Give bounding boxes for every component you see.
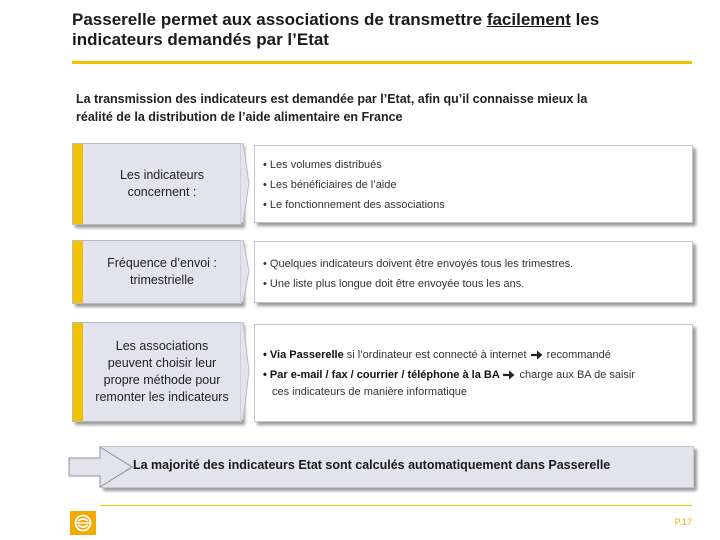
title-line-1: Passerelle permet aux associations de transmettre facilement les xyxy=(72,10,600,29)
title-line-2: indicateurs demandés par l’Etat xyxy=(72,30,329,49)
page-title xyxy=(72,10,692,50)
row3-method-manual: • Par e-mail / fax / courrier / téléphone à la BA charge aux BA de saisir xyxy=(263,369,636,381)
row3-content-box xyxy=(254,324,693,422)
arrow-right-icon xyxy=(530,349,544,361)
row2-bullet: • Quelques indicateurs doivent être envoyés tous les trimestres. xyxy=(263,258,574,270)
row2-accent-bar xyxy=(73,241,83,303)
row3-method-passerelle: • Via Passerelle si l’ordinateur est connecté à internet recommandé xyxy=(263,349,611,361)
row2-content-box xyxy=(254,241,693,303)
row1-bullet: • Le fonctionnement des associations xyxy=(263,199,445,211)
row1-bullet: • Les volumes distribués xyxy=(263,159,382,171)
page-number: P.17 xyxy=(674,517,692,527)
title-emphasis: facilement xyxy=(486,10,571,29)
arrow-right-icon xyxy=(502,369,516,381)
title-divider xyxy=(72,61,692,64)
logo-icon xyxy=(70,511,96,535)
row3-label-box: Les associations peuvent choisir leur propre méthode pour remonter les indicateurs xyxy=(72,322,242,422)
row1-bullet: • Les bénéficiaires de l’aide xyxy=(263,179,397,191)
row1-accent-bar xyxy=(73,144,83,224)
row1-chevron-icon xyxy=(240,143,250,223)
row2-label-box: Fréquence d’envoi : trimestrielle xyxy=(72,240,242,304)
row2-chevron-icon xyxy=(240,240,250,302)
conclusion-banner xyxy=(100,446,694,488)
row3-chevron-icon xyxy=(240,322,250,420)
row3-accent-bar xyxy=(73,323,83,421)
row2-bullet: • Une liste plus longue doit être envoyée tous les ans. xyxy=(263,278,525,290)
row3-method-manual-continued: ces indicateurs de manière informatique xyxy=(272,386,468,398)
intro-text: La transmission des indicateurs est demandée par l’Etat, afin qu’il connaisse mieux la réalité de la distribution de l’aide alimentaire en France xyxy=(76,92,588,124)
banner-arrow-icon xyxy=(68,446,134,488)
row1-label-box: Les indicateurs concernent : xyxy=(72,143,242,225)
row1-content-box xyxy=(254,145,693,223)
footer-divider xyxy=(100,505,692,506)
conclusion-text: La majorité des indicateurs Etat sont calculés automatiquement dans Passerelle xyxy=(133,458,611,472)
